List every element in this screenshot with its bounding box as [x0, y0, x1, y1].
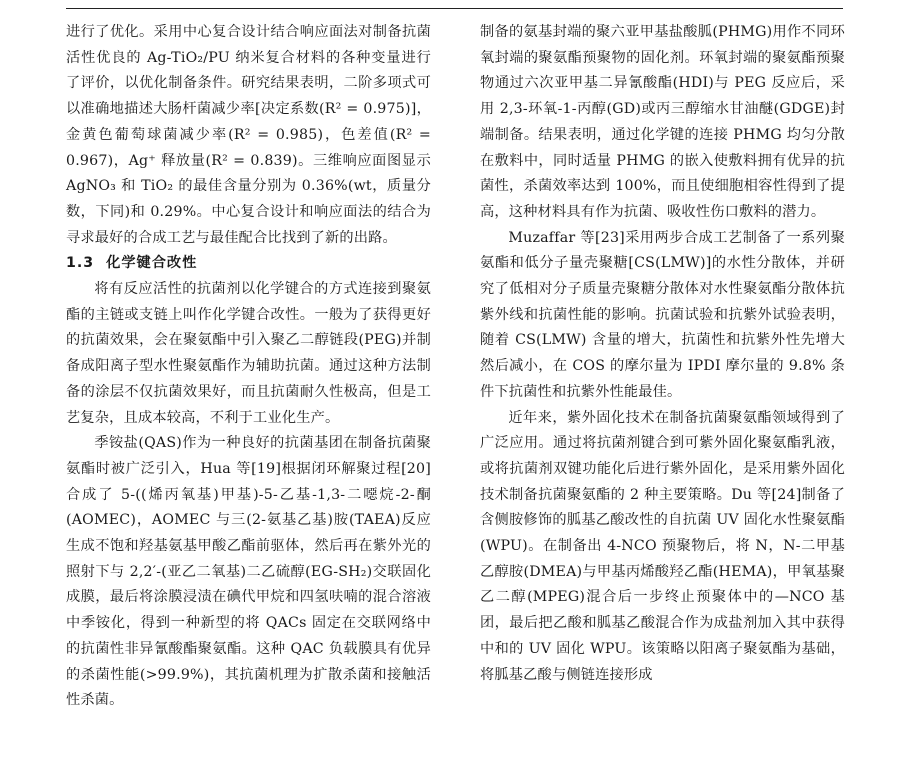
right-column: [480, 20, 845, 688]
paragraph: 将有反应活性的抗菌剂以化学键合的方式连接到聚氨酯的主链或支链上叫作化学键合改性。一般为了获得更好的抗菌效果，会在聚氨酯中引入聚乙二醇链段(PEG)并制备成阳离子型水性聚氨酯作为辅助抗菌。通过这种方法制备的涂层不仅抗菌效果好，而且抗菌耐久性极高，但是工艺复杂，且成本较高，不利于工业化生产。: [66, 281, 431, 426]
paragraph: 季铵盐(QAS)作为一种良好的抗菌基团在制备抗菌聚氨酯时被广泛引入，Hua 等[19]根据闭环解聚过程[20]合成了 5-((烯丙氧基)甲基)-5-乙基-1,3-二噁烷-2-酮(AOMEC)，AOMEC 与三(2-氨基乙基)胺(TAEA)反应生成不饱和羟基氨基甲酸乙酯前驱体，然后再在紫外光的照射下与 2,2′-(亚乙二氧基)二乙硫醇(EG-SH₂)交联固化成膜，最后将涂膜浸渍在碘代甲烷和四氢呋喃的混合溶液中季铵化，得到一种新型的将 QACs 固定在交联网络中的抗菌性非异氰酸酯聚氨酯。这种 QAC 负载膜具有优异的杀菌性能(>99.9%)，其抗菌机理为扩散杀菌和接触活性杀菌。: [66, 435, 431, 709]
paragraph: 制备的氨基封端的聚六亚甲基盐酸胍(PHMG)用作不同环氧封端的聚氨酯预聚物的固化剂。环氧封端的聚氨酯预聚物通过六次亚甲基二异氰酸酯(HDI)与 PEG 反应后，采用 2,3-环氧-1-丙醇(GD)或丙三醇缩水甘油醚(GDGE)封端制备。结果表明，通过化学键的连接 PHMG 均匀分散在敷料中，同时适量 PHMG 的嵌入使敷料拥有优异的抗菌性，杀菌效率达到 100%，而且使细胞相容性得到了提高，这种材料具有作为抗菌、吸收性伤口敷料的潜力。: [480, 24, 845, 220]
paragraph: 进行了优化。采用中心复合设计结合响应面法对制备抗菌活性优良的 Ag-TiO₂/PU 纳米复合材料的各种变量进行了评价，以优化制备条件。研究结果表明，二阶多项式可以准确地描述大肠杆菌减少率[决定系数(R² = 0.975)]，金黄色葡萄球菌减少率(R² = 0.985)，色差值(R² = 0.967)，Ag⁺ 释放量(R² = 0.839)。三维响应面图显示 AgNO₃ 和 TiO₂ 的最佳含量分别为 0.36%(wt，质量分数，下同)和 0.29%。中心复合设计和响应面法的结合为寻求最好的合成工艺与最佳配合比找到了新的出路。: [66, 24, 431, 246]
paragraph: Muzaffar 等[23]采用两步合成工艺制备了一系列聚氨酯和低分子量壳聚糖[CS(LMW)]的水性分散体，并研究了低相对分子质量壳聚糖分散体对水性聚氨酯分散体抗紫外线和抗菌性能的影响。抗菌试验和抗紫外试验表明，随着 CS(LMW) 含量的增大，抗菌性和抗紫外性先增大然后减小，在 COS 的摩尔量为 IPDI 摩尔量的 9.8% 条件下抗菌性和抗紫外性能最佳。: [480, 229, 845, 400]
section-number: 1.3: [66, 255, 95, 272]
section-title: 化学键合改性: [106, 255, 198, 272]
left-column: [66, 20, 431, 714]
header-rule: [66, 8, 843, 9]
paragraph: 近年来，紫外固化技术在制备抗菌聚氨酯领域得到了广泛应用。通过将抗菌剂键合到可紫外固化聚氨酯乳液，或将抗菌剂双键功能化后进行紫外固化，是采用紫外固化技术制备抗菌聚氨酯的 2 种主要策略。Du 等[24]制备了含侧胺修饰的胍基乙酸改性的自抗菌 UV 固化水性聚氨酯(WPU)。在制备出 4-NCO 预聚物后，将 N，N-二甲基乙醇胺(DMEA)与甲基丙烯酸羟乙酯(HEMA)，甲氧基聚乙二醇(MPEG)混合后一步终止预聚体中的—NCO 基团，最后把乙酸和胍基乙酸混合作为成盐剂加入其中获得中和的 UV 固化 WPU。该策略以阳离子聚氨酯为基础，将胍基乙酸与侧链连接形成: [480, 409, 845, 683]
section-heading: [66, 251, 431, 277]
